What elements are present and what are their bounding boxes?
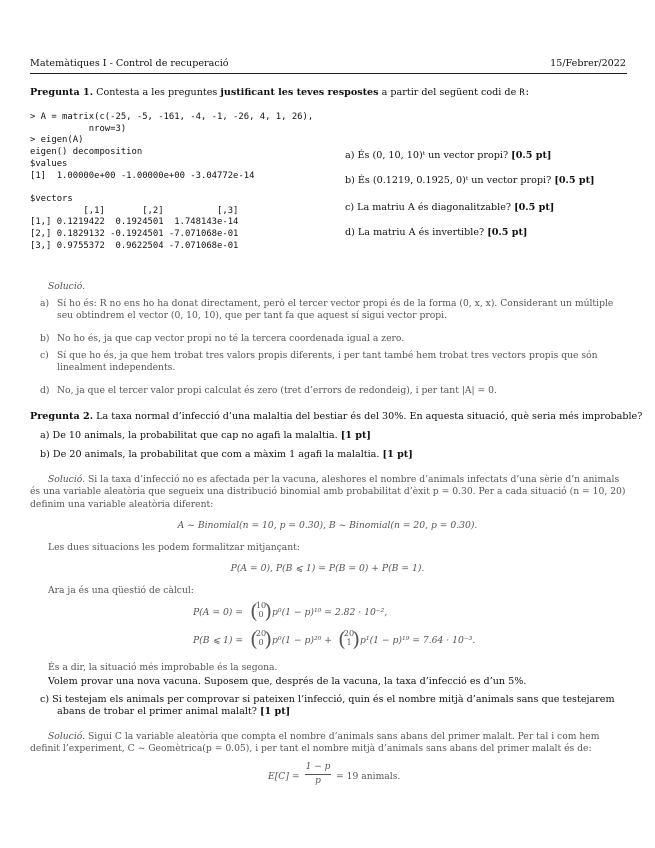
fraction-bar — [305, 774, 331, 775]
q1-solution-label: Solució. — [48, 281, 86, 292]
q1-d — [345, 227, 527, 239]
header-date: 15/Febrer/2022 — [550, 58, 626, 69]
intro-code: R: — [519, 88, 530, 98]
q1-b-pts: [0.5 pt] — [554, 175, 595, 186]
binom-20-1 — [338, 627, 360, 651]
q1-a-text: a) És (0, 10, 10)ᵗ un vector propi? — [345, 150, 509, 161]
answer-a-label: a) — [40, 298, 50, 309]
binom-10-0 — [250, 599, 272, 623]
binom-k: 0 — [258, 610, 264, 619]
equation-ec-lhs: E[C] = — [268, 771, 300, 782]
binom-n: 10 — [255, 601, 267, 610]
q2-a-text: a) De 10 animals, la probabilitat que cap no agafi la malaltia. — [40, 430, 338, 441]
q2-c-text: c) Si testejam els animals per comprovar si pateixen l’infecció, quin és el nombre mitjà d’animals sans que testejarem abans de trobar el primer animal malalt? — [40, 694, 615, 718]
intro-bold: justificant les teves respostes — [220, 87, 379, 98]
q1-a-pts: [0.5 pt] — [511, 150, 552, 161]
equation-pb1-lhs: P(B ⩽ 1) = — [193, 635, 244, 646]
q1-d-pts: [0.5 pt] — [487, 227, 528, 238]
answer-a: Sí ho és: R no ens ho ha donat directament, però el tercer vector propi és de la forma (0, x, x). Considerant un múltiple seu obtindrem el vector (0, 10, 10), que per tant fa que aquest sí sigui vector propi. — [57, 298, 614, 322]
answer-b-label: b) — [40, 333, 50, 344]
q2-solution — [30, 474, 626, 511]
question-1-intro — [30, 87, 530, 99]
equation-ec-rhs: = 19 animals. — [336, 771, 401, 782]
q1-c-text: c) La matriu A és diagonalitzable? — [345, 202, 512, 213]
q2-c-solution-text: Sigui C la variable aleatòria que compta el nombre d’animals sans abans del primer malalt. Per tal i com hem definit l’experiment, C ~ Geomètrica(p = 0.05), i per tant el nombre mitjà d’animals sans abans del primer malalt és de: — [30, 731, 600, 755]
question-1-label: Pregunta 1. — [30, 87, 94, 98]
question-2-intro — [30, 411, 642, 423]
answer-d-label: d) — [40, 385, 50, 396]
intro-text-2: a partir del següent codi de — [381, 87, 517, 98]
equation-ec-fraction — [305, 762, 331, 787]
intro-text: Contesta a les preguntes — [96, 87, 218, 98]
equation-binomials: A ~ Binomial(n = 10, p = 0.30), B ~ Binomial(n = 20, p = 0.30). — [177, 520, 478, 531]
paren-right-icon: ) — [352, 627, 360, 651]
paren-right-icon: ) — [264, 627, 272, 651]
q1-b-text: b) És (0.1219, 0.1925, 0)ᵗ un vector propi? — [345, 175, 552, 186]
q2-b-text: b) De 20 animals, la probabilitat que com a màxim 1 agafi la malaltia. — [40, 449, 380, 460]
answer-c: Sí que ho és, ja que hem trobat tres valors propis diferents, i per tant també hem trobat tres vectors propis que són linealment independents. — [57, 350, 598, 374]
q2-solution-text: Si la taxa d’infecció no es afectada per la vacuna, aleshores el nombre d’animals infectats d’una sèrie d’n animals és una variable aleatòria que segueix una distribució binomial amb probabilitat d’èxit p = 0.30. Per a cada situació (n = 10, 20) definim una variable aleatòria diferent: — [30, 474, 626, 510]
header-title: Matemàtiques I - Control de recuperació — [30, 58, 229, 69]
fraction-numerator: 1 − p — [305, 762, 331, 772]
q2-c-solution-label: Solució. — [48, 731, 86, 742]
fraction-denominator: p — [315, 776, 321, 786]
paren-right-icon: ) — [264, 599, 272, 623]
equation-pb1-rhs: p¹(1 − p)¹⁹ = 7.64 · 10⁻³. — [360, 635, 476, 646]
q1-d-text: d) La matriu A és invertible? — [345, 227, 485, 238]
answer-d: No, ja que el tercer valor propi calculat és zero (tret d’errors de redondeig), i per tant |A| = 0. — [57, 385, 497, 396]
paren-left-icon: ( — [250, 627, 258, 651]
question-2-label: Pregunta 2. — [30, 411, 94, 422]
answer-b: No ho és, ja que cap vector propi no té la tercera coordenada igual a zero. — [57, 333, 405, 344]
paren-left-icon: ( — [250, 599, 258, 623]
r-code-block: > A = matrix(c(-25, -5, -161, -4, -1, -26, 4, 1, 26), nrow=3) > eigen(A) eigen() decomposition $values [1] 1.00000e+00 -1.00000e+00 -3.04772e-14 $vectors [,1] [,2] [,3] [1,] 0.1219422 0.1924501 1.748143e-14 [2,] 0.1829132 -0.1924501 -7.071068e-01 [3,] 0.9755372 0.9622504 -7.071068e-01 — [30, 112, 314, 251]
binom-n: 20 — [255, 629, 267, 638]
conclusion-text: És a dir, la situació més improbable és la segona. — [48, 662, 278, 673]
binom-n: 20 — [343, 629, 355, 638]
q2-a-pts: [1 pt] — [340, 430, 371, 441]
q2-b-pts: [1 pt] — [382, 449, 413, 460]
q1-a — [345, 150, 551, 162]
binom-20-0 — [250, 627, 272, 651]
q2-c-solution — [30, 731, 626, 756]
binom-k: 1 — [346, 638, 352, 647]
q2-a — [40, 430, 371, 442]
equation-pa0-lhs: P(A = 0) = — [193, 607, 243, 618]
formalize-text: Les dues situacions les podem formalitzar mitjançant: — [48, 542, 300, 553]
paren-left-icon: ( — [338, 627, 346, 651]
q2-solution-label: Solució. — [48, 474, 86, 485]
q2-c — [40, 694, 644, 718]
q1-b — [345, 175, 595, 187]
q2-c-pts: [1 pt] — [259, 706, 291, 718]
calc-text: Ara ja és una qüestió de càlcul: — [48, 585, 194, 596]
header-rule — [30, 73, 627, 74]
equation-pa0-rhs: p⁰(1 − p)¹⁰ = 2.82 · 10⁻², — [272, 607, 388, 618]
q2-b — [40, 449, 413, 461]
equation-events: P(A = 0), P(B ⩽ 1) = P(B = 0) + P(B = 1). — [230, 563, 425, 574]
q1-c-pts: [0.5 pt] — [514, 202, 555, 213]
question-2-text: La taxa normal d’infecció d’una malaltia del bestiar és del 30%. En aquesta situació, què seria més improbable? — [96, 411, 643, 422]
q1-c — [345, 202, 554, 214]
equation-pb1-mid: p⁰(1 − p)²⁰ + — [272, 635, 332, 646]
binom-k: 0 — [258, 638, 264, 647]
vaccine-text: Volem provar una nova vacuna. Suposem que, després de la vacuna, la taxa d’infecció es d’un 5%. — [48, 676, 527, 687]
answer-c-label: c) — [40, 350, 49, 361]
